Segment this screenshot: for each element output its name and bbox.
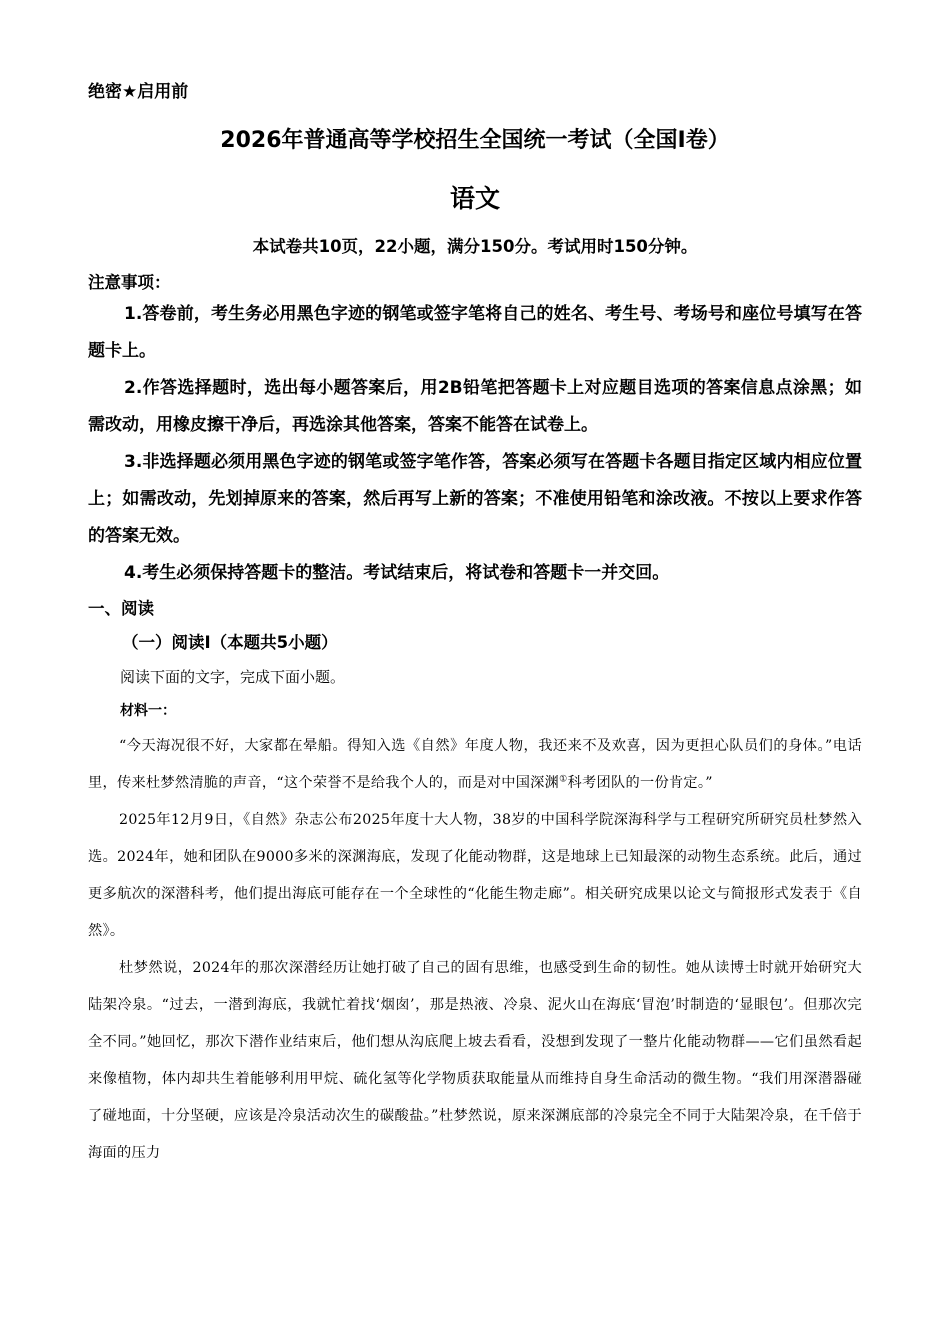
paragraph-text: “今天海况很不好，大家都在晕船。得知入选《自然》年度人物，我还来不及欢喜，因为更担心队员们的身体。”电话里，传来杜梦然清脆的声音，“这个荣誉不是给我个人的，而是对中国深渊 — [88, 738, 862, 791]
notice-section — [88, 270, 862, 592]
material-label: 材料一： — [120, 703, 176, 719]
notice-item-1: 1.答卷前，考生务必用黑色字迹的钢笔或签字笔将自己的姓名、考生号、考场号和座位号填写在答题卡上。 — [88, 304, 862, 361]
subsection-heading: （一）阅读I（本题共5小题） — [122, 633, 338, 652]
notice-item-2: 2.作答选择题时，选出每小题答案后，用2B铅笔把答题卡上对应题目选项的答案信息点涂黑；如需改动，用橡皮擦干净后，再选涂其他答案，答案不能答在试卷上。 — [88, 378, 862, 435]
reading-instruction: 阅读下面的文字，完成下面小题。 — [120, 668, 346, 686]
section-heading: 一、阅读 — [88, 599, 154, 618]
material-paragraph-1 — [88, 728, 862, 802]
reading-section — [88, 592, 862, 1172]
material-paragraph-3: 杜梦然说，2024年的那次深潜经历让她打破了自己的固有思维，也感受到生命的韧性。她从读博士时就开始研究大陆架冷泉。“过去，一潜到海底，我就忙着找‘烟囱’，那是热液、冷泉、泥火山在海底‘冒泡’时制造的‘显眼包’。但那次完全不同。”她回忆，那次下潜作业结束后，他们想从沟底爬上坡去看看，没想到发现了一整片化能动物群——它们虽然看起来像植物，体内却共生着能够利用甲烷、硫化氢等化学物质获取能量从而维持自身生命活动的微生物。“我们用深潜器碰了碰地面，十分坚硬，应该是冷泉活动次生的碳酸盐。”杜梦然说，原来深渊底部的冷泉完全不同于大陆架冷泉，在千倍于海面的压力 — [88, 960, 862, 1161]
footnote-marker: ① — [559, 774, 568, 785]
exam-title: 2026年普通高等学校招生全国统一考试（全国I卷） — [220, 128, 730, 153]
notice-item-3: 3.非选择题必须用黑色字迹的钢笔或签字笔作答，答案必须写在答题卡各题目指定区域内相应位置上；如需改动，先划掉原来的答案，然后再写上新的答案；不准使用铅笔和涂改液。不按以上要求作答的答案无效。 — [88, 452, 862, 546]
paragraph-text: 科考团队的一份肯定。” — [567, 775, 713, 791]
notice-item-4: 4.考生必须保持答题卡的整洁。考试结束后，将试卷和答题卡一并交回。 — [124, 563, 670, 583]
material-paragraph-2: 2025年12月9日，《自然》杂志公布2025年度十大人物，38岁的中国科学院深海科学与工程研究所研究员杜梦然入选。2024年，她和团队在9000多米的深渊海底，发现了化能动物群，这是地球上已知最深的动物生态系统。此后，通过更多航次的深潜科考，他们提出海底可能存在一个全球性的“化能生物走廊”。相关研究成果以论文与简报形式发表于《自然》。 — [88, 812, 862, 939]
notice-heading: 注意事项： — [88, 273, 171, 292]
subject-title: 语文 — [449, 184, 500, 213]
exam-summary: 本试卷共10页，22小题，满分150分。考试用时150分钟。 — [252, 237, 698, 256]
confidential-mark: 绝密★启用前 — [88, 82, 189, 102]
